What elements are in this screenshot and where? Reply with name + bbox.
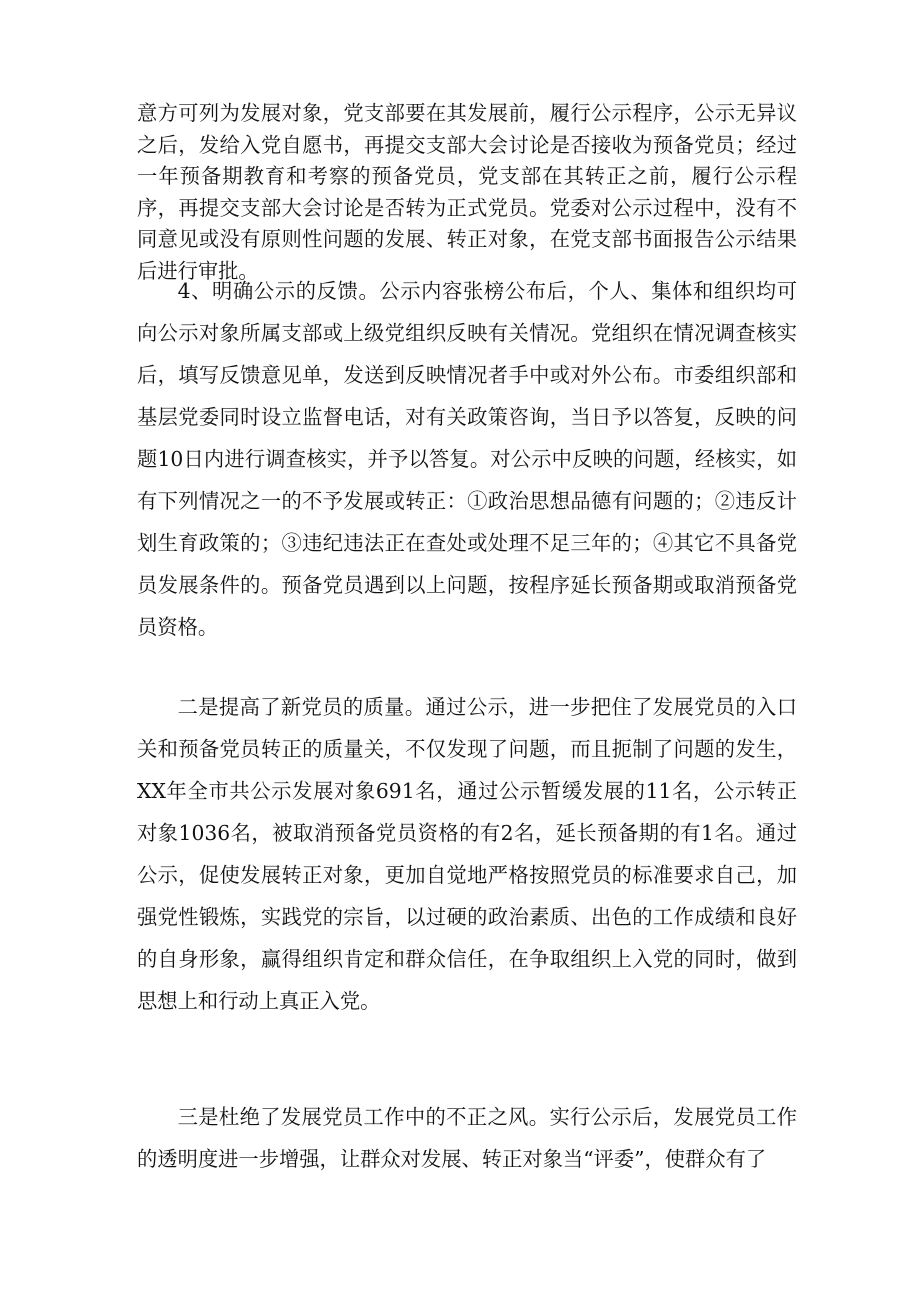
paragraph-member-quality: 二是提高了新党员的质量。通过公示，进一步把住了发展党员的入口关和预备党员转正的质量关，不仅发现了问题，而且扼制了问题的发生，XX年全市共公示发展对象691名，通过公示暂缓发展的11名，公示转正对象1036名，被取消预备党员资格的有2名，延长预备期的有1名。通过公示，促使发展转正对象，更加自觉地严格按照党员的标准要求自己，加强党性锻炼，实践党的宗旨，以过硬的政治素质、出色的工作成绩和良好的自身形象，赢得组织肯定和群众信任，在争取组织上入党的同时，做到思想上和行动上真正入党。 <box>137 695 797 1013</box>
paragraph-publicity-procedure: 意方可列为发展对象，党支部要在其发展前，履行公示程序，公示无异议之后，发给入党自愿书，再提交支部大会讨论是否接收为预备党员；经过一年预备期教育和考察的预备党员，党支部在其转正之前，履行公示程序，再提交支部大会讨论是否转为正式党员。党委对公示过程中，没有不同意见或没有原则性问题的发展、转正对象，在党支部书面报告公示结果后进行审批。 <box>137 101 797 283</box>
paragraph-feedback: 4、明确公示的反馈。公示内容张榜公布后，个人、集体和组织均可向公示对象所属支部或上级党组织反映有关情况。党组织在情况调查核实后，填写反馈意见单，发送到反映情况者手中或对外公布。市委组织部和基层党委同时设立监督电话，对有关政策咨询，当日予以答复，反映的问题10日内进行调查核实，并予以答复。对公示中反映的问题，经核实，如有下列情况之一的不予发展或转正：①政治思想品德有问题的；②违反计划生育政策的；③违纪违法正在查处或处理不足三年的；④其它不具备党员发展条件的。预备党员遇到以上问题，按程序延长预备期或取消预备党员资格。 <box>137 279 797 639</box>
paragraph-unhealthy-practices: 三是杜绝了发展党员工作中的不正之风。实行公示后，发展党员工作的透明度进一步增强，让群众对发展、转正对象当“评委”，使群众有了 <box>137 1105 797 1171</box>
